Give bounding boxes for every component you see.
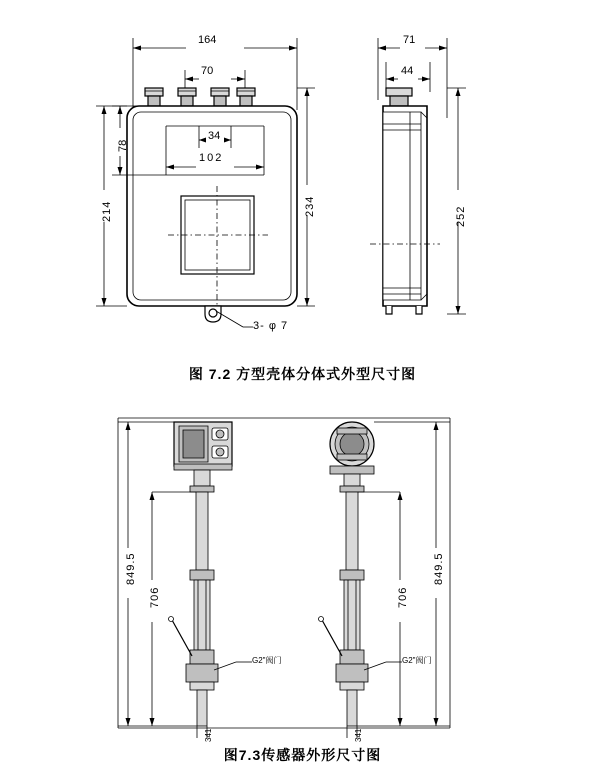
dim-top-depth: 44 xyxy=(401,65,414,77)
figure-7-3-caption: 图7.3传感器外形尺寸图 xyxy=(223,747,382,763)
dim-inner-width-large: 102 xyxy=(199,152,224,164)
dim-height-right: 234 xyxy=(304,195,316,217)
dim-overall-width: 164 xyxy=(198,34,217,46)
dim-height-left: 214 xyxy=(101,200,113,222)
dim-side-overall-height: 252 xyxy=(455,205,467,227)
figure-7-3-drawing xyxy=(0,408,605,748)
dim-right-probe-length: 706 xyxy=(397,586,409,608)
dim-inner-width-small: 34 xyxy=(208,130,221,142)
right-valve-note: G2"阀门 xyxy=(402,656,432,665)
side-cable-gland xyxy=(386,88,412,106)
mounting-lug xyxy=(205,306,221,322)
dim-overall-depth: 71 xyxy=(403,34,416,46)
dim-left-total-length: 849.5 xyxy=(125,552,137,585)
dim-right-tip-length: 341 xyxy=(354,728,363,742)
dim-gland-span: 70 xyxy=(201,65,214,77)
dim-right-total-length: 849.5 xyxy=(433,552,445,585)
right-sensor xyxy=(319,422,403,726)
figure-7-2-caption: 图 7.2 方型壳体分体式外型尺寸图 xyxy=(188,366,417,382)
dim-height-top-left: 78 xyxy=(117,139,129,152)
left-sensor xyxy=(169,422,253,726)
dim-left-probe-length: 706 xyxy=(149,586,161,608)
cable-glands xyxy=(145,88,255,106)
dim-left-tip-length: 341 xyxy=(204,728,213,742)
figure-7-2-drawing xyxy=(0,0,605,350)
mount-hole-note: 3- φ 7 xyxy=(253,320,289,332)
left-valve-note: G2"阀门 xyxy=(252,656,282,665)
